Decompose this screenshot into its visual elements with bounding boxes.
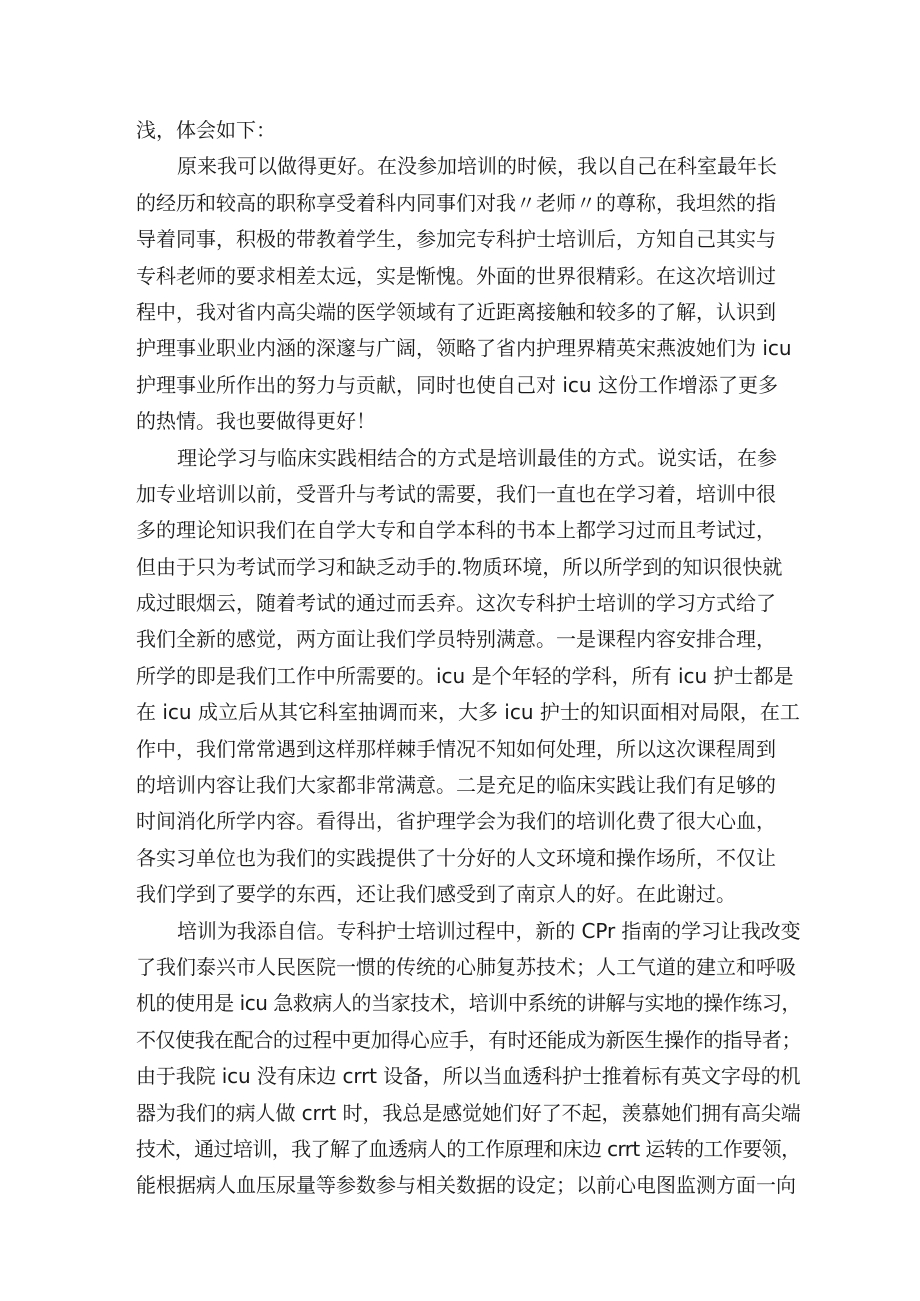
text-line: 专科老师的要求相差太远，实是惭愧。外面的世界很精彩。在这次培训过 bbox=[136, 263, 776, 288]
text-line: 了我们泰兴市人民医院一惯的传统的心肺复苏技术；人工气道的建立和呼吸 bbox=[136, 954, 796, 979]
text-line: 时间消化所学内容。看得出，省护理学会为我们的培训化费了很大心血， bbox=[136, 809, 776, 834]
body-text bbox=[136, 112, 801, 1204]
paragraph-first-line: 理论学习与临床实践相结合的方式是培训最佳的方式。说实话，在参 bbox=[177, 445, 777, 470]
text-line: 的热情。我也要做得更好！ bbox=[136, 409, 376, 434]
text-line: 的培训内容让我们大家都非常满意。二是充足的临床实践让我们有足够的 bbox=[136, 773, 776, 798]
text-line: 我们学到了要学的东西，还让我们感受到了南京人的好。在此谢过。 bbox=[136, 882, 736, 907]
text-line: 但由于只为考试而学习和缺乏动手的.物质环境，所以所学到的知识很快就 bbox=[136, 554, 783, 579]
text-line: 各实习单位也为我们的实践提供了十分好的人文环境和操作场所，不仅让 bbox=[136, 845, 776, 870]
text-line: 成过眼烟云，随着考试的通过而丢弃。这次专科护士培训的学习方式给了 bbox=[136, 591, 776, 616]
text-line: 导着同事，积极的带教着学生，参加完专科护士培训后，方知自己其实与 bbox=[136, 227, 776, 252]
text-line: 由于我院 icu 没有床边 crrt 设备，所以当血透科护士推着标有英文字母的机 bbox=[136, 1064, 801, 1089]
text-line: 多的理论知识我们在自学大专和自学本科的书本上都学习过而且考试过， bbox=[136, 518, 776, 543]
text-line: 护理事业所作出的努力与贡献，同时也使自己对 icu 这份工作增添了更多 bbox=[136, 372, 778, 397]
text-line: 程中，我对省内高尖端的医学领域有了近距离接触和较多的了解，认识到 bbox=[136, 299, 776, 324]
text-line: 我们全新的感觉，两方面让我们学员特别满意。一是课程内容安排合理， bbox=[136, 627, 776, 652]
text-line: 护理事业职业内涵的深邃与广阔，领略了省内护理界精英宋燕波她们为 icu bbox=[136, 336, 792, 361]
paragraph-first-line: 培训为我添自信。专科护士培训过程中，新的 CPr 指南的学习让我改变 bbox=[177, 918, 801, 943]
text-line: 器为我们的病人做 crrt 时，我总是感觉她们好了不起，羡慕她们拥有高尖端 bbox=[136, 1100, 801, 1125]
text-line: 浅，体会如下： bbox=[136, 118, 276, 142]
text-line: 作中，我们常常遇到这样那样棘手情况不知如何处理，所以这次课程周到 bbox=[136, 736, 776, 761]
text-line: 在 icu 成立后从其它科室抽调而来，大多 icu 护士的知识面相对局限，在工 bbox=[136, 700, 800, 725]
text-line: 的经历和较高的职称享受着科内同事们对我〃老师〃的尊称，我坦然的指 bbox=[136, 190, 776, 215]
text-line: 所学的即是我们工作中所需要的。icu 是个年轻的学科，所有 icu 护士都是 bbox=[136, 663, 794, 688]
text-line: 不仅使我在配合的过程中更加得心应手，有时还能成为新医生操作的指导者； bbox=[136, 1027, 801, 1052]
text-line: 加专业培训以前，受晋升与考试的需要，我们一直也在学习着，培训中很 bbox=[136, 481, 776, 506]
text-line: 技术，通过培训，我了解了血透病人的工作原理和床边 crrt 运转的工作要领， bbox=[136, 1136, 801, 1161]
text-line: 机的使用是 icu 急救病人的当家技术，培训中系统的讲解与实地的操作练习， bbox=[136, 991, 801, 1016]
text-line: 能根据病人血压尿量等参数参与相关数据的设定；以前心电图监测方面一向 bbox=[136, 1173, 796, 1198]
paragraph-first-line: 原来我可以做得更好。在没参加培训的时候，我以自己在科室最年长 bbox=[177, 154, 777, 179]
